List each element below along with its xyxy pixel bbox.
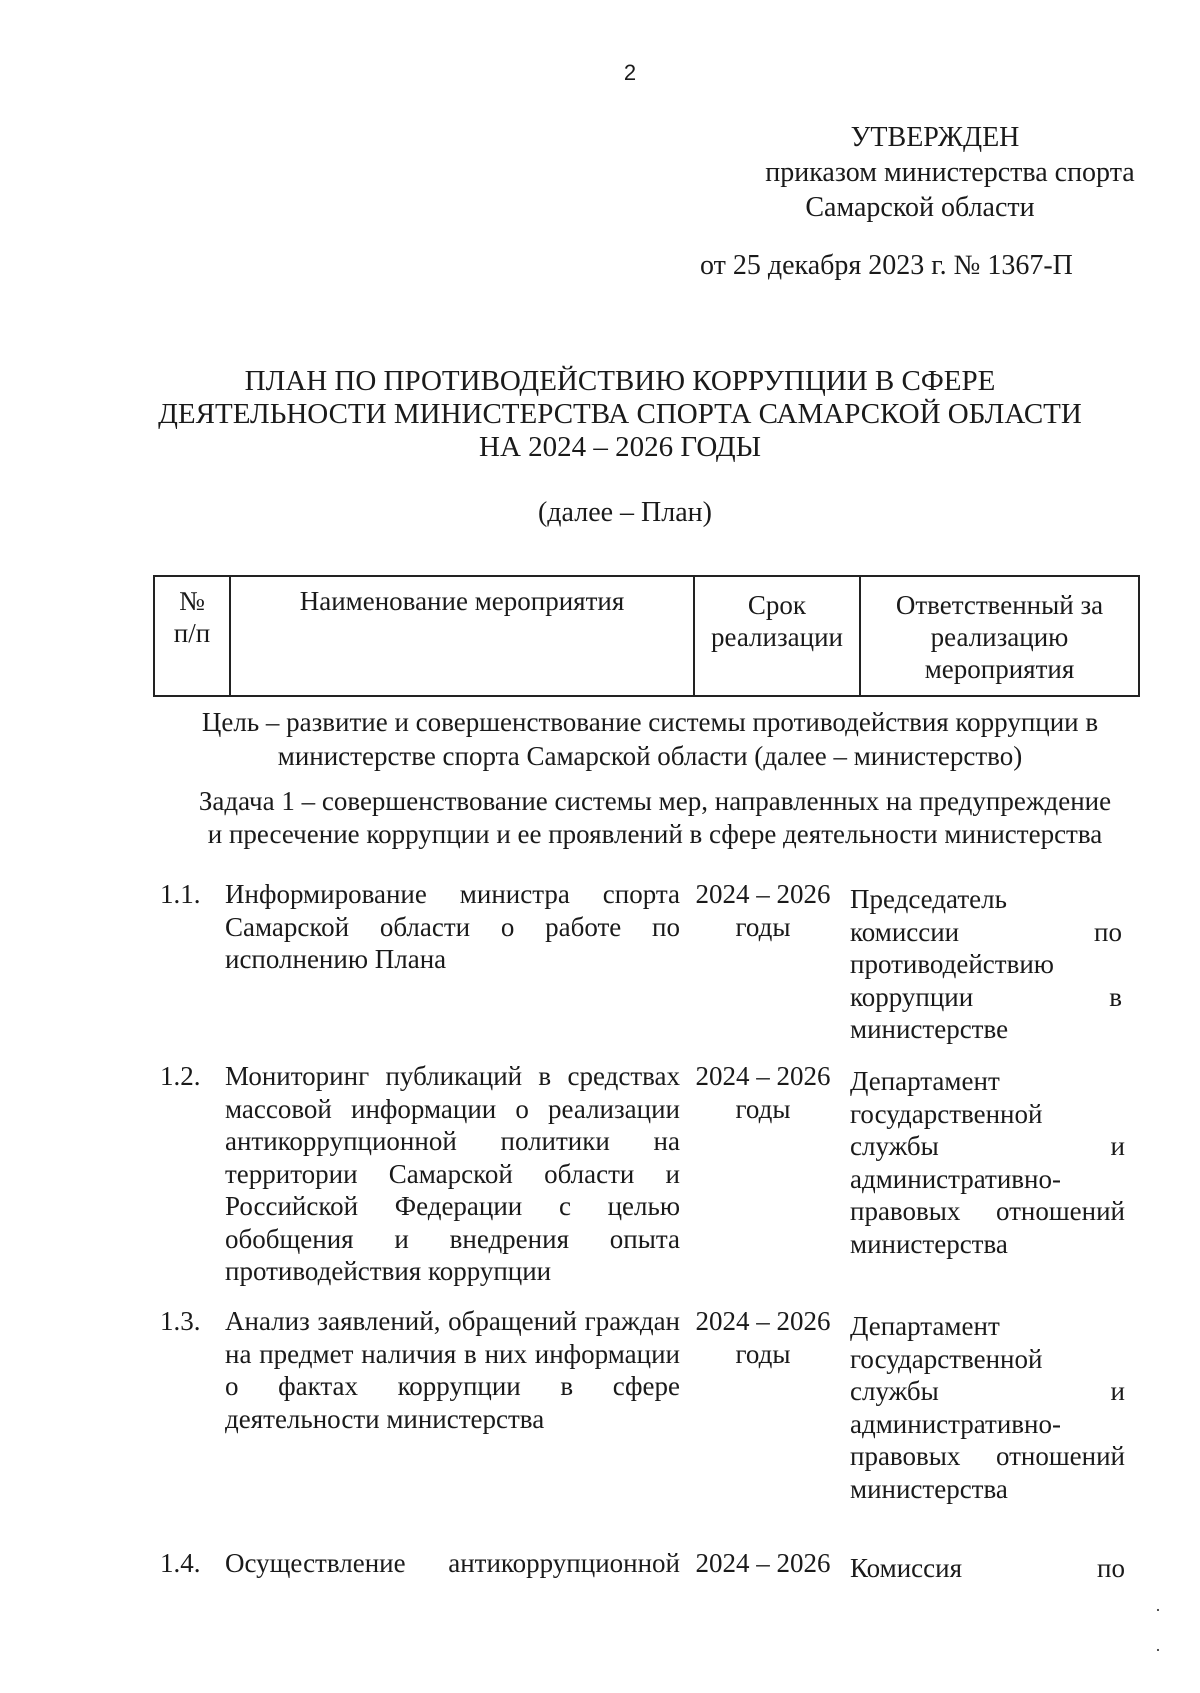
- approval-order-line: приказом министерства спорта: [765, 157, 1135, 188]
- header-num: [154, 576, 230, 696]
- scan-mark: ·: [1155, 1640, 1161, 1660]
- goal-line-1: Цель – развитие и совершенствование системы противодействия коррупции в: [201, 707, 1099, 737]
- header-resp-line-3: мероприятия: [924, 654, 1075, 684]
- title-line-2: ДЕЯТЕЛЬНОСТИ МИНИСТЕРСТВА СПОРТА САМАРСКОЙ ОБЛАСТИ: [158, 398, 1082, 430]
- task-1: [150, 785, 1160, 851]
- row-activity: Мониторинг публикаций в средствах массовой информации о реализации антикоррупционной политики на территории Самарской области и Российской Федерации с целью обобщения и внедрения опыта противодействия коррупции: [225, 1061, 680, 1286]
- row-term-years: 2024 – 2026: [695, 879, 831, 909]
- row-responsible: Департамент государственной службы и административно-правовых отношений министерства: [850, 1066, 1125, 1259]
- row-number: 1.2.: [160, 1061, 201, 1091]
- row-activity: Анализ заявлений, обращений граждан на предмет наличия в них информации о фактах коррупции в сфере деятельности министерства: [225, 1306, 680, 1434]
- row-responsible: Комиссия по: [850, 1553, 1125, 1583]
- row-number: 1.1.: [160, 879, 201, 909]
- header-term-line-1: Срок: [747, 590, 807, 620]
- plan-goal: [150, 705, 1150, 773]
- row-responsible: Председатель комиссии по противодействию коррупции в министерстве: [850, 884, 1122, 1044]
- header-resp-line-2: реализацию: [930, 622, 1069, 652]
- task-1-line-2: и пресечение коррупции и ее проявлений в сфере деятельности министерства: [207, 819, 1103, 849]
- header-responsible: [860, 576, 1139, 696]
- approval-heading: УТВЕРЖДЕН: [850, 122, 1020, 153]
- goal-line-2: министерстве спорта Самарской области (далее – министерство): [277, 741, 1023, 771]
- row-term: [688, 1547, 838, 1580]
- title-line-3: НА 2024 – 2026 ГОДЫ: [479, 431, 761, 463]
- row-term-years: 2024 – 2026: [695, 1061, 831, 1091]
- row-term: [688, 878, 838, 943]
- plan-table-header: [153, 575, 1140, 697]
- header-name-label: Наименование мероприятия: [299, 586, 625, 616]
- document-subtitle: (далее – План): [537, 497, 712, 528]
- row-term-years: 2024 – 2026: [695, 1306, 831, 1336]
- scan-mark: ·: [1155, 1600, 1161, 1620]
- row-term-label: годы: [735, 1338, 791, 1369]
- header-num-symbol: №: [179, 586, 205, 616]
- title-line-1: ПЛАН ПО ПРОТИВОДЕЙСТВИЮ КОРРУПЦИИ В СФЕРЕ: [244, 365, 996, 397]
- document-title: [140, 365, 1100, 464]
- header-term: [694, 576, 860, 696]
- header-num-label: п/п: [173, 618, 211, 648]
- row-number: 1.3.: [160, 1306, 201, 1336]
- row-responsible: Департамент государственной службы и административно-правовых отношений министерства: [850, 1311, 1125, 1504]
- approval-region-line: Самарской области: [805, 192, 1035, 223]
- approval-stamp: [700, 120, 1200, 225]
- row-activity: Информирование министра спорта Самарской области о работе по исполнению Плана: [225, 879, 680, 974]
- header-term-line-2: реализации: [711, 622, 843, 652]
- row-number: 1.4.: [160, 1548, 201, 1578]
- row-term-years: 2024 – 2026: [695, 1548, 831, 1578]
- page-number: 2: [623, 60, 637, 85]
- header-resp-line-1: Ответственный за: [895, 590, 1104, 620]
- approval-date: от 25 декабря 2023 г. № 1367-П: [700, 250, 1073, 281]
- row-term-label: годы: [735, 1093, 791, 1124]
- header-name: [230, 576, 694, 696]
- row-activity: Осуществление антикоррупционной: [225, 1548, 680, 1578]
- row-term: [688, 1305, 838, 1370]
- task-1-line-1: Задача 1 – совершенствование системы мер, направленных на предупреждение: [198, 786, 1112, 816]
- row-term: [688, 1060, 838, 1125]
- row-term-label: годы: [735, 911, 791, 942]
